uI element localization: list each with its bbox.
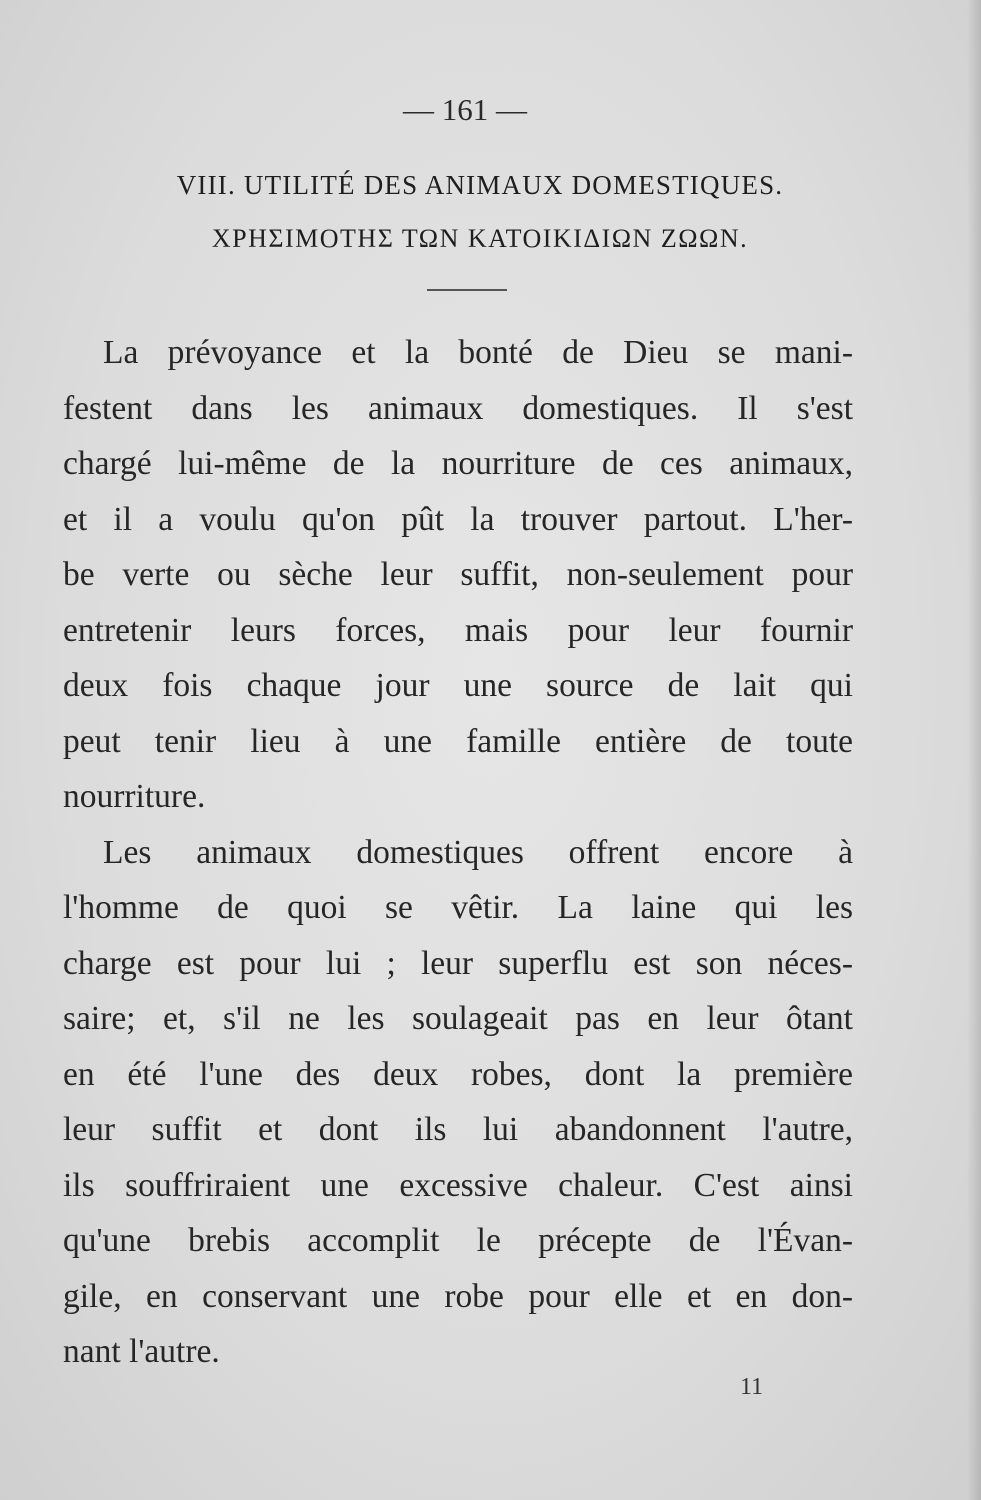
text-line: La prévoyance et la bonté de Dieu se mani-: [103, 334, 853, 371]
text-line: festent dans les animaux domestiques. Il s'est: [63, 389, 853, 427]
text-line: peut tenir lieu à une famille entière de toute: [63, 722, 853, 760]
text-line: entretenir leurs forces, mais pour leur fournir: [63, 611, 853, 649]
text-line: nourriture.: [63, 778, 206, 815]
chapter-heading-french: VIII. UTILITÉ DES ANIMAUX DOMESTIQUES.: [176, 170, 784, 200]
text-line: et il a voulu qu'on pût la trouver partout. L'her-: [63, 500, 853, 538]
signature-mark: 11: [740, 1374, 764, 1400]
section-divider: [427, 289, 507, 291]
text-line: Les animaux domestiques offrent encore à: [103, 833, 853, 871]
page-number: — 161 —: [403, 92, 527, 127]
paragraph-1: [63, 325, 853, 825]
text-line: be verte ou sèche leur suffit, non-seulement pour: [63, 556, 853, 593]
body-text: [63, 325, 853, 1380]
text-line: ils souffriraient une excessive chaleur. C'est ainsi: [63, 1166, 853, 1204]
page-edge-shadow: [967, 0, 981, 1500]
text-line: saire; et, s'il ne les soulageait pas en leur ôtant: [63, 1000, 853, 1037]
text-line: chargé lui-même de la nourriture de ces animaux,: [63, 445, 853, 482]
text-line: l'homme de quoi se vêtir. La laine qui les: [63, 889, 853, 926]
chapter-heading-greek: ΧΡΗΣΙΜΟΤΗΣ ΤΩΝ ΚΑΤΟΙΚΙΔΙΩΝ ΖΩΩΝ.: [211, 224, 749, 253]
text-line: gile, en conservant une robe pour elle et en don-: [63, 1277, 853, 1315]
text-line: deux fois chaque jour une source de lait qui: [63, 667, 853, 704]
text-line: nant l'autre.: [63, 1333, 220, 1370]
paragraph-2: [63, 825, 853, 1380]
text-line: qu'une brebis accomplit le précepte de l'Évan-: [63, 1222, 853, 1259]
text-line: leur suffit et dont ils lui abandonnent l'autre,: [63, 1111, 853, 1148]
text-line: en été l'une des deux robes, dont la première: [63, 1055, 853, 1093]
text-line: charge est pour lui ; leur superflu est son néces-: [63, 944, 853, 982]
